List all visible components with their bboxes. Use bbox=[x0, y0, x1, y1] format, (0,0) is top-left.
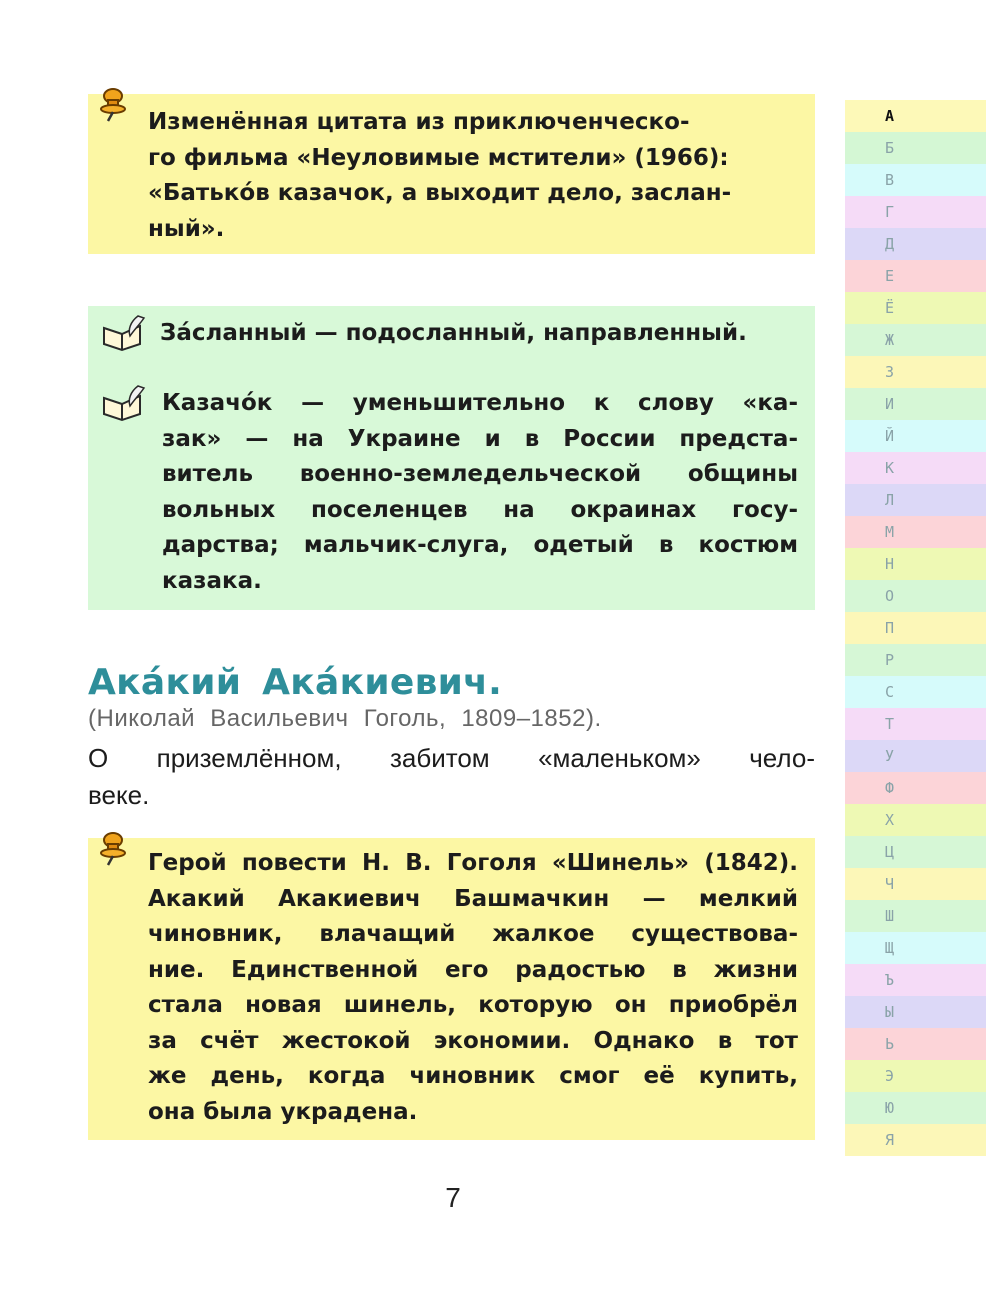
alphabet-letter[interactable]: Ъ bbox=[845, 964, 986, 996]
note-box-story bbox=[88, 838, 815, 1140]
alphabet-letter[interactable]: Е bbox=[845, 260, 986, 292]
note-line: стала новая шинель, которую он приобрёл bbox=[148, 992, 798, 1018]
page-number: 7 bbox=[445, 1182, 461, 1213]
glossary-box bbox=[88, 306, 815, 610]
glossary-definition: — уменьшительно к слову «ка- bbox=[301, 390, 798, 416]
alphabet-letter[interactable]: И bbox=[845, 388, 986, 420]
alphabet-letter[interactable]: Ф bbox=[845, 772, 986, 804]
book-quill-icon bbox=[100, 384, 146, 422]
meaning-line: веке. bbox=[88, 780, 150, 810]
note-line: ный». bbox=[148, 215, 225, 242]
pushpin-icon bbox=[96, 830, 132, 866]
alphabet-letter[interactable]: Г bbox=[845, 196, 986, 228]
alphabet-letter[interactable]: В bbox=[845, 164, 986, 196]
meaning-line: О приземлённом, забитом «маленьком» чело- bbox=[88, 743, 815, 773]
note-line: го фильма «Неуловимые мстители» (1966): bbox=[148, 144, 729, 171]
alphabet-letter[interactable]: А bbox=[845, 100, 986, 132]
book-quill-icon bbox=[100, 314, 146, 352]
alphabet-letter[interactable]: Н bbox=[845, 548, 986, 580]
alphabet-letter[interactable]: Р bbox=[845, 644, 986, 676]
article-meaning bbox=[88, 740, 815, 814]
note-line: за счёт жестокой экономии. Однако в тот bbox=[148, 1027, 798, 1054]
note-line: чиновник, влачащий жалкое существова- bbox=[148, 921, 798, 947]
pushpin-icon bbox=[96, 86, 132, 122]
alphabet-letter[interactable]: Ё bbox=[845, 292, 986, 324]
alphabet-letter[interactable]: Б bbox=[845, 132, 986, 164]
alphabet-letter[interactable]: З bbox=[845, 356, 986, 388]
alphabet-letter[interactable]: Л bbox=[845, 484, 986, 516]
alphabet-letter[interactable]: П bbox=[845, 612, 986, 644]
note-line: Изменённая цитата из приключенческо- bbox=[148, 109, 690, 135]
article-author: (Николай Васильевич Гоголь, 1809–1852). bbox=[88, 705, 602, 732]
alphabet-letter[interactable]: Ш bbox=[845, 900, 986, 932]
article-heading: Ака́кий Ака́киевич. bbox=[88, 662, 503, 703]
glossary-term: За́сланный bbox=[160, 320, 307, 346]
alphabet-letter[interactable]: Ю bbox=[845, 1092, 986, 1124]
alphabet-letter[interactable]: Щ bbox=[845, 932, 986, 964]
alphabet-letter[interactable]: Й bbox=[845, 420, 986, 452]
glossary-term: Казачо́к bbox=[162, 390, 273, 416]
glossary-line: дарства; мальчик-слуга, одетый в костюм bbox=[162, 532, 798, 558]
alphabet-letter[interactable]: Т bbox=[845, 708, 986, 740]
note-line: Герой повести Н. В. Гоголя «Шинель» (1842). bbox=[148, 850, 798, 876]
alphabet-letter[interactable]: Э bbox=[845, 1060, 986, 1092]
alphabet-letter[interactable]: Х bbox=[845, 804, 986, 836]
note-line: она была украдена. bbox=[148, 1098, 418, 1125]
alphabet-index bbox=[845, 100, 986, 1156]
alphabet-letter[interactable]: М bbox=[845, 516, 986, 548]
note-line: же день, когда чиновник смог её купить, bbox=[148, 1063, 798, 1089]
glossary-line: вольных поселенцев на окраинах госу- bbox=[162, 496, 798, 523]
note-box-film-quote bbox=[88, 94, 815, 254]
alphabet-letter[interactable]: Я bbox=[845, 1124, 986, 1156]
alphabet-letter[interactable]: К bbox=[845, 452, 986, 484]
note-line: ние. Единственной его радостью в жизни bbox=[148, 956, 798, 983]
alphabet-letter[interactable]: Ц bbox=[845, 836, 986, 868]
note-line: Акакий Акакиевич Башмачкин — мелкий bbox=[148, 885, 798, 912]
alphabet-letter[interactable]: О bbox=[845, 580, 986, 612]
note-line: «Батько́в казачок, а выходит дело, заслан- bbox=[148, 180, 732, 206]
glossary-definition: — подосланный, направленный. bbox=[314, 320, 747, 346]
alphabet-letter[interactable]: У bbox=[845, 740, 986, 772]
alphabet-letter[interactable]: Ч bbox=[845, 868, 986, 900]
alphabet-letter[interactable]: Ж bbox=[845, 324, 986, 356]
glossary-line: витель военно-земледельческой общины bbox=[162, 461, 798, 487]
alphabet-letter[interactable]: С bbox=[845, 676, 986, 708]
glossary-line: казака. bbox=[162, 567, 262, 594]
alphabet-letter[interactable]: Ы bbox=[845, 996, 986, 1028]
alphabet-letter[interactable]: Д bbox=[845, 228, 986, 260]
alphabet-letter[interactable]: Ь bbox=[845, 1028, 986, 1060]
glossary-line: зак» — на Украине и в России предста- bbox=[162, 425, 798, 452]
